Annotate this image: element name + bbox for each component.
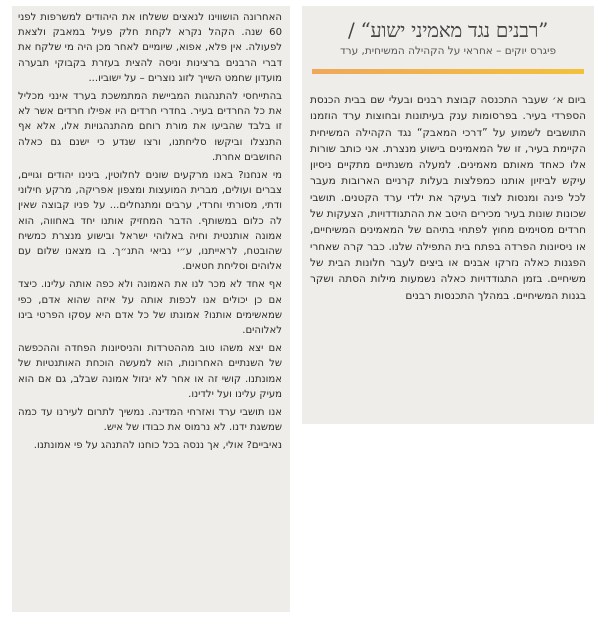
- accent-divider: [312, 69, 584, 74]
- article-byline: פיגרס יוקים – אחראי על הקהילה המשיחית, ערד: [339, 45, 557, 57]
- article-paragraph: בהתייחסי להתנהגות המביישת המתמשכת בערד אינני מכליל את כל החרדים בעיר. בחדרי חרדים היו אפילו חרדים אשר לא זו בלבד שהביעו את מורת רוחם מהתנהגויות אלו, אלא אף התנצלו וביקשו סליחתנו, ורצו שנדע כי ישנם גם כאלה החושבים אחרת.: [18, 91, 282, 163]
- article-paragraph: אם יצא משהו טוב מההטרדות והניסיונות הפחדה וההכפשה של השנתיים האחרונות, הוא למעשה הוכחת האותנטיות של אמונתנו. קושי זה או אחר לא יגזול אמונה שבלב, גם אם הוא מעיק עלינו ועל ילדינו.: [18, 343, 282, 400]
- article-paragraph: מי אנחנו? באנו מרקעים שונים לחלוטין, בינינו יהודים וגויים, צברים ועולים, מברית המועצות ומצפון אפריקה, מרקע חילוני ודתי, מסורתי וחרדי, ערבים ומתנחלים... על פניו קבוצה שאין לה כלום במשותף. הדבר המחזיק אותנו יחד באחווה, הוא אמונה אותנטית וחיה באלוהי ישראל ובישוע מנצרת כמשיח שהובטח, לראייתנו, ע״י נביאי התנ״ך. בו מצאנו שלום עם אלוהים וסליחת חטאים.: [18, 170, 282, 273]
- article-headline: ”רבנים נגד מאמיני ישוע“ /: [347, 18, 549, 42]
- article-paragraph: נאיביים? אולי, אך ננסה בכל כוחנו להתנהג על פי אמונתנו.: [33, 440, 282, 452]
- article-paragraph: אף אחד לא מכר לנו את האמונה ולא כפה אותה עלינו. כיצד אם כן יכולים אנו לכפות אותה על איזה שהוא אדם, כפי שמאשימים אותנו? אמונתו של כל אדם היא עסקו הפרטי בינו לאלוהים.: [18, 279, 282, 337]
- article-column-right: [302, 6, 594, 424]
- article-paragraph: אנו תושבי ערד ואזרחי המדינה. נמשיך לתרום לעירנו עד כמה שמשגת ידנו. לא נרמוס את כבודו של איש.: [18, 407, 282, 434]
- article-paragraph: ביום א׳ שעבר התכנסה קבוצת רבנים ובעלי שם בבית הכנסת הספרדי בעיר. בפרסומות ענק בעיתונות ובחוצות ערד הוזמנו התושבים לשמוע על ”דרכי המאבק“ נגד הקהילה המשיחית הקיימת בעיר, זו של המאמינים בישוע מנצרת. אני כותב שורות אלו כאחד מאותם מאמינים. למעלה משנתיים מתקיים ניסיון עיקש לביזיון אותנו כמפלצות בעלות קרניים הארובות מעבר לכל פינה ומנסות לצוד בעיקר את ילדי ערד הקטנים. תושבי שכונות שונות בעיר מכירים היטב את ההתגודדויות, הצעקות של חרדים מסוימים מחוץ לפתחי בתיהם של המאמינים המשיחיים, או ניסיונות הפרדה בפתח בית התפילה שלנו. כבר קרה שאחרי הפגנות כאלה נזרקו אבנים או ביצים לעבר חלונות הבית של משיחיים. בזמן התגודדויות כאלה נשמעות מילות הסתה ושקר בגנות המשיחיים. במהלך התכנסות רבנים: [310, 94, 586, 302]
- article-paragraph: האחרונה הושווינו לנאצים ששלחו את היהודים למשרפות לפני 60 שנה. הקהל נקרא לקחת חלק פעיל במאבק ולצאת לפעולה. אין פלא, אפוא, שיומיים לאחר מכן היה מי שלקח את דברי הרבנים ברצינות וניסה להצית בעזרת בקבוקי תבערה מועדון שחמט השייך לזוג נוצרים – על ישוביו...: [18, 12, 282, 84]
- article-column-left: [12, 6, 290, 612]
